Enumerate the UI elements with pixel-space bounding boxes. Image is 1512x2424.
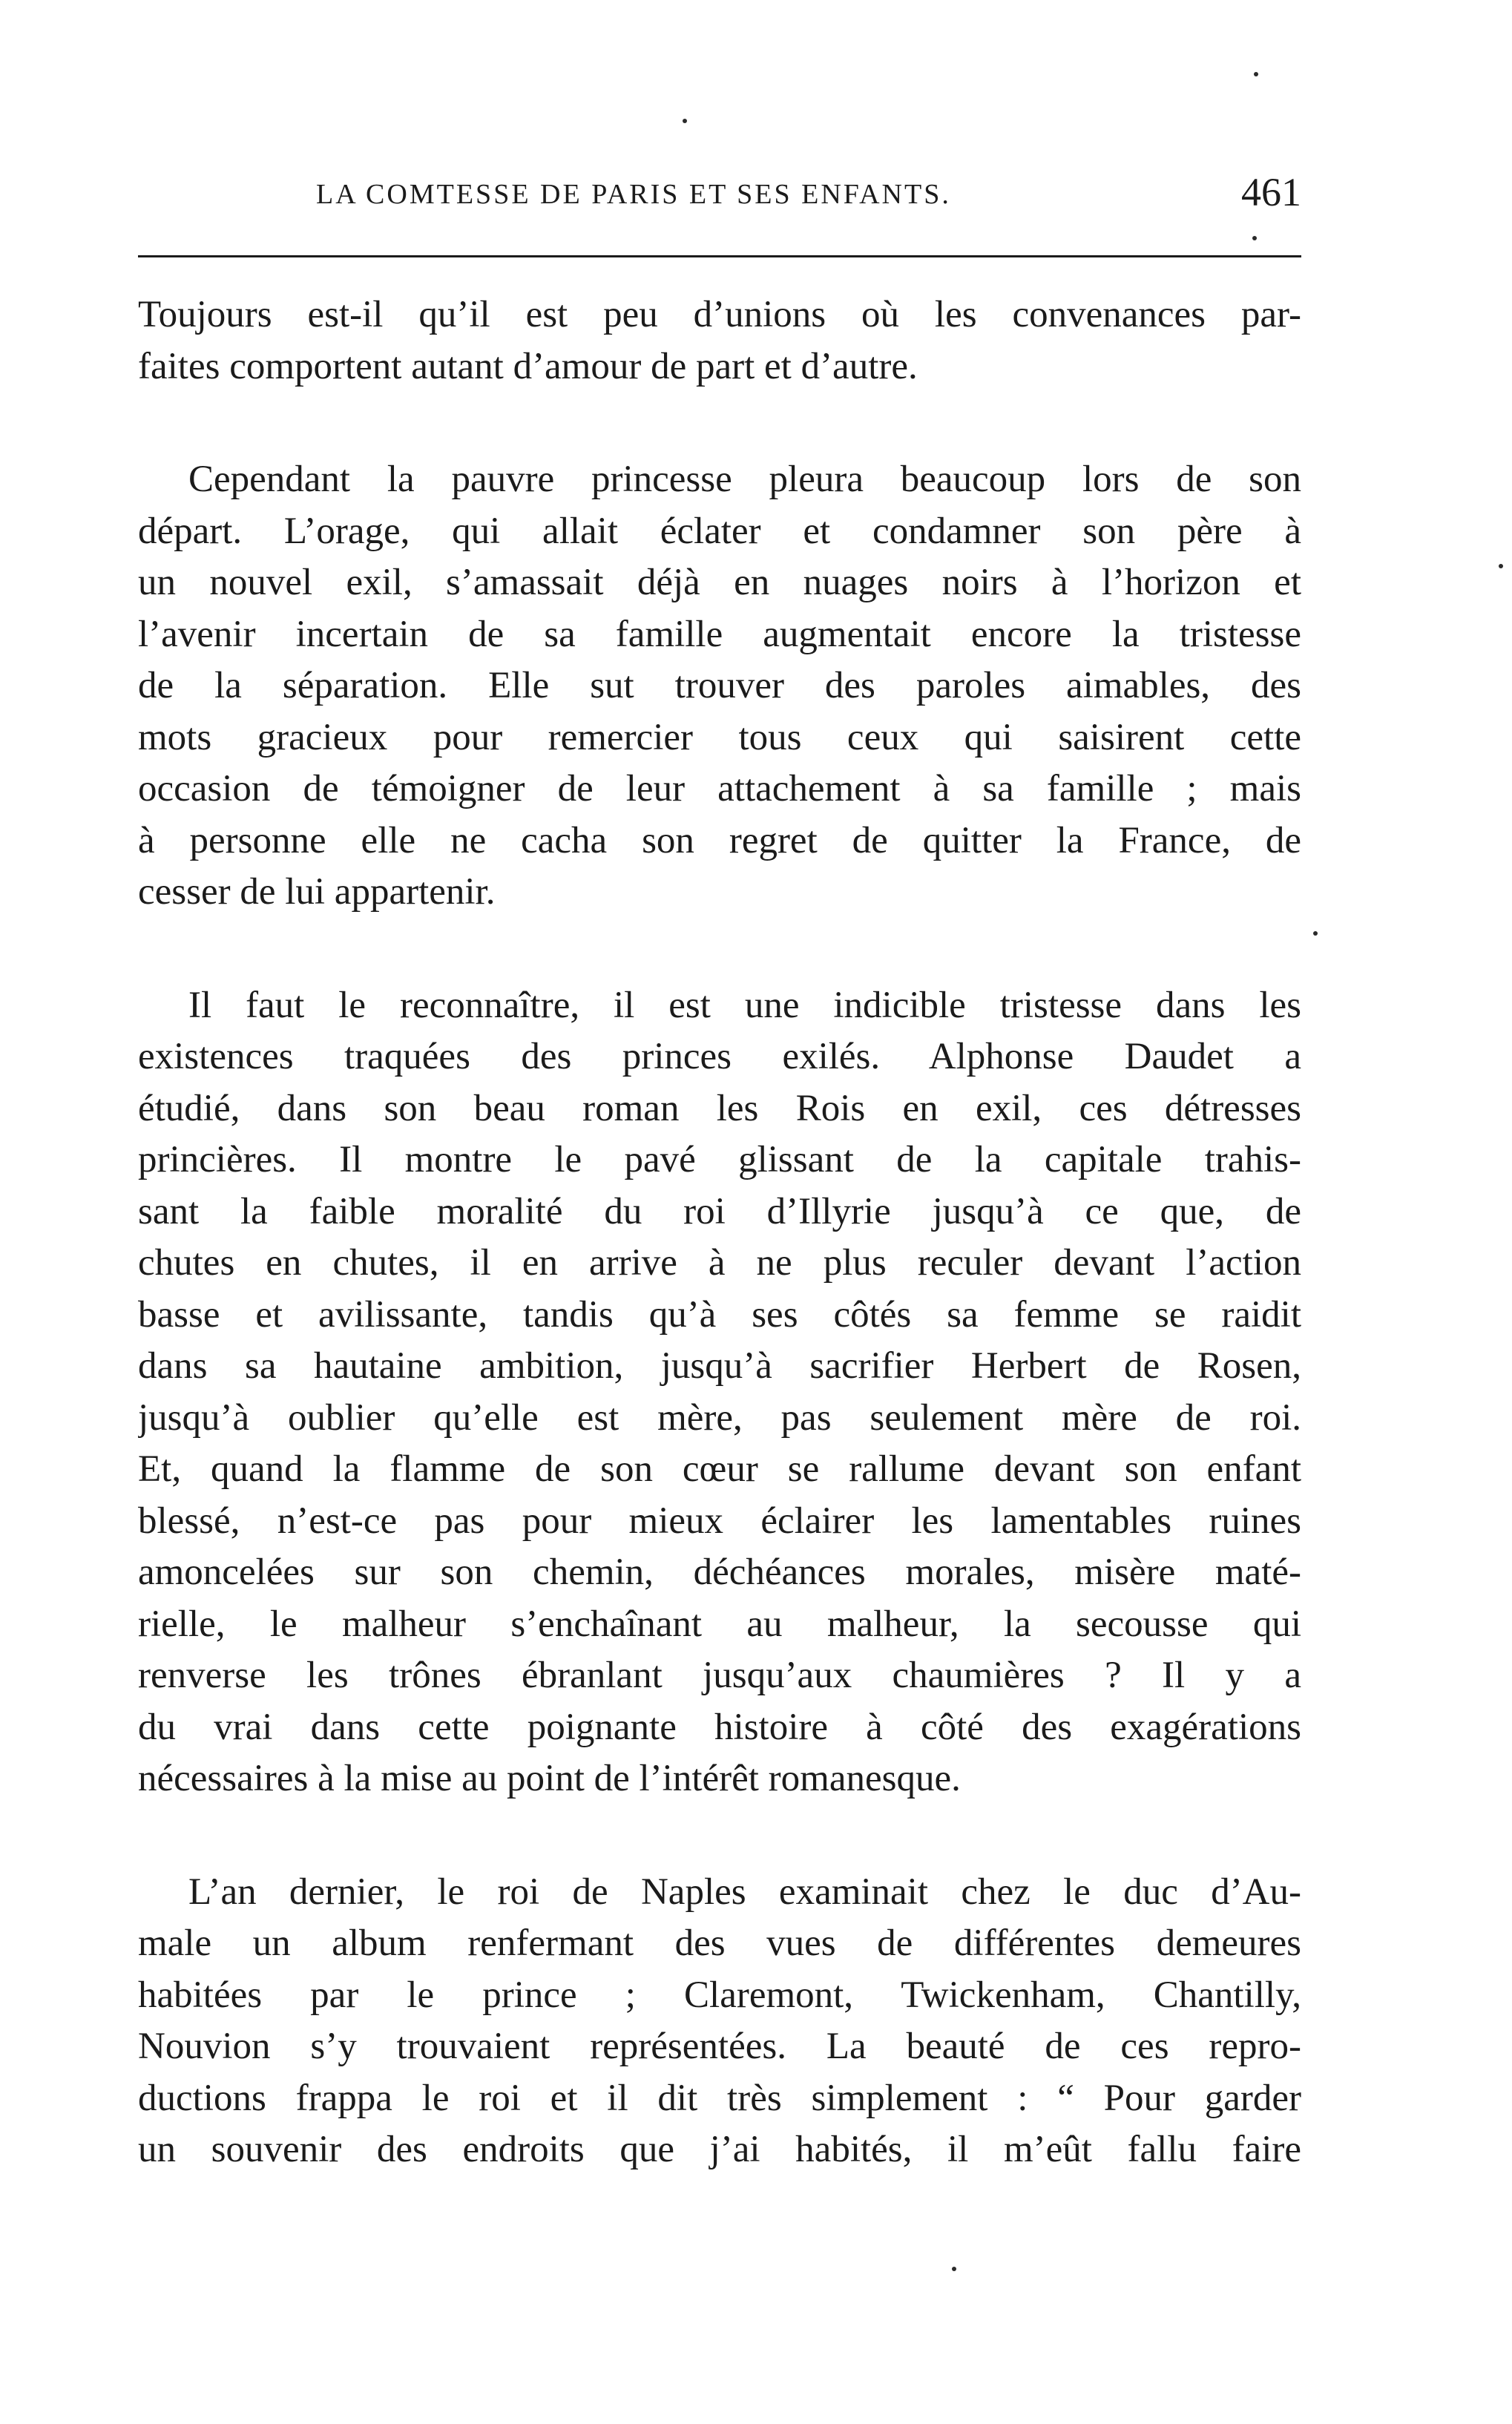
page-number: 461 xyxy=(1241,170,1301,214)
text-line: existences traquées des princes exilés. Alphonse Daudet a xyxy=(138,1036,1301,1077)
paragraph-3 xyxy=(138,980,1301,1805)
text-line: jusqu’à oublier qu’elle est mère, pas seulement mère de roi. xyxy=(138,1396,1301,1439)
text-line: faites comportent autant d’amour de part et d’autre. xyxy=(138,345,918,387)
text-line: Toujours est-il qu’il est peu d’unions où les convenances par- xyxy=(138,294,1301,335)
running-title: LA COMTESSE DE PARIS ET SES ENFANTS. xyxy=(316,179,951,210)
text-line: Nouvion s’y trouvaient représentées. La beauté de ces repro- xyxy=(138,2026,1301,2067)
text-line: à personne elle ne cacha son regret de quitter la France, de xyxy=(138,819,1301,861)
page-header xyxy=(138,169,1301,221)
text-line: mots gracieux pour remercier tous ceux qui saisirent cette xyxy=(138,716,1301,758)
text-line: ductions frappa le roi et il dit très simplement : “ Pour garder xyxy=(138,2077,1301,2119)
text-line: l’avenir incertain de sa famille augmentait encore la tristesse xyxy=(138,613,1301,655)
text-line: habitées par le prince ; Claremont, Twickenham, Chantilly, xyxy=(138,1974,1301,2016)
text-line: du vrai dans cette poignante histoire à côté des exagérations xyxy=(138,1706,1301,1748)
paragraph-gap xyxy=(138,1805,1301,1867)
speck xyxy=(952,2267,956,2271)
header-rule xyxy=(138,255,1301,257)
paragraph-gap xyxy=(138,392,1301,454)
speck xyxy=(1499,564,1503,568)
text-line: renverse les trônes ébranlant jusqu’aux chaumières ? Il y a xyxy=(138,1655,1301,1696)
text-line: départ. L’orage, qui allait éclater et condamner son père à xyxy=(138,510,1301,552)
text-line: un souvenir des endroits que j’ai habités, il m’eût fallu faire xyxy=(138,2129,1301,2170)
text-line: Et, quand la flamme de son cœur se rallume devant son enfant xyxy=(138,1448,1301,1490)
text-line: Cependant la pauvre princesse pleura beaucoup lors de son xyxy=(188,459,1301,500)
paragraph-gap xyxy=(138,919,1301,980)
text-line: amoncelées sur son chemin, déchéances morales, misère maté- xyxy=(138,1551,1301,1593)
text-line: rielle, le malheur s’enchaînant au malheur, la secousse qui xyxy=(138,1603,1301,1645)
text-line: Il faut le reconnaître, il est une indicible tristesse dans les xyxy=(188,984,1301,1026)
text-line: basse et avilissante, tandis qu’à ses côtés sa femme se raidit xyxy=(138,1293,1301,1336)
speck xyxy=(1313,931,1318,936)
body-text xyxy=(138,289,1301,2176)
text-line: de la séparation. Elle sut trouver des paroles aimables, des xyxy=(138,665,1301,706)
text-line: male un album renfermant des vues de différentes demeures xyxy=(138,1922,1301,1964)
speck xyxy=(683,119,687,123)
speck xyxy=(1252,236,1257,240)
text-line: dans sa hautaine ambition, jusqu’à sacrifier Herbert de Rosen, xyxy=(138,1345,1301,1387)
text-line: un nouvel exil, s’amassait déjà en nuages noirs à l’horizon et xyxy=(138,562,1301,603)
text-line: nécessaires à la mise au point de l’intérêt romanesque. xyxy=(138,1758,961,1799)
paragraph-1 xyxy=(138,289,1301,392)
text-line: cesser de lui appartenir. xyxy=(138,871,496,913)
paragraph-2 xyxy=(138,454,1301,919)
text-line: princières. Il montre le pavé glissant de la capitale trahis- xyxy=(138,1139,1301,1180)
text-line: étudié, dans son beau roman les Rois en exil, ces détresses xyxy=(138,1087,1301,1129)
text-line: occasion de témoigner de leur attachement à sa famille ; mais xyxy=(138,768,1301,809)
paragraph-4 xyxy=(138,1867,1301,2176)
text-line: L’an dernier, le roi de Naples examinait chez le duc d’Au- xyxy=(188,1870,1301,1913)
text-line: chutes en chutes, il en arrive à ne plus reculer devant l’action xyxy=(138,1242,1301,1284)
speck xyxy=(1254,72,1258,76)
text-line: blessé, n’est-ce pas pour mieux éclairer les lamentables ruines xyxy=(138,1500,1301,1542)
text-line: sant la faible moralité du roi d’Illyrie jusqu’à ce que, de xyxy=(138,1190,1301,1232)
